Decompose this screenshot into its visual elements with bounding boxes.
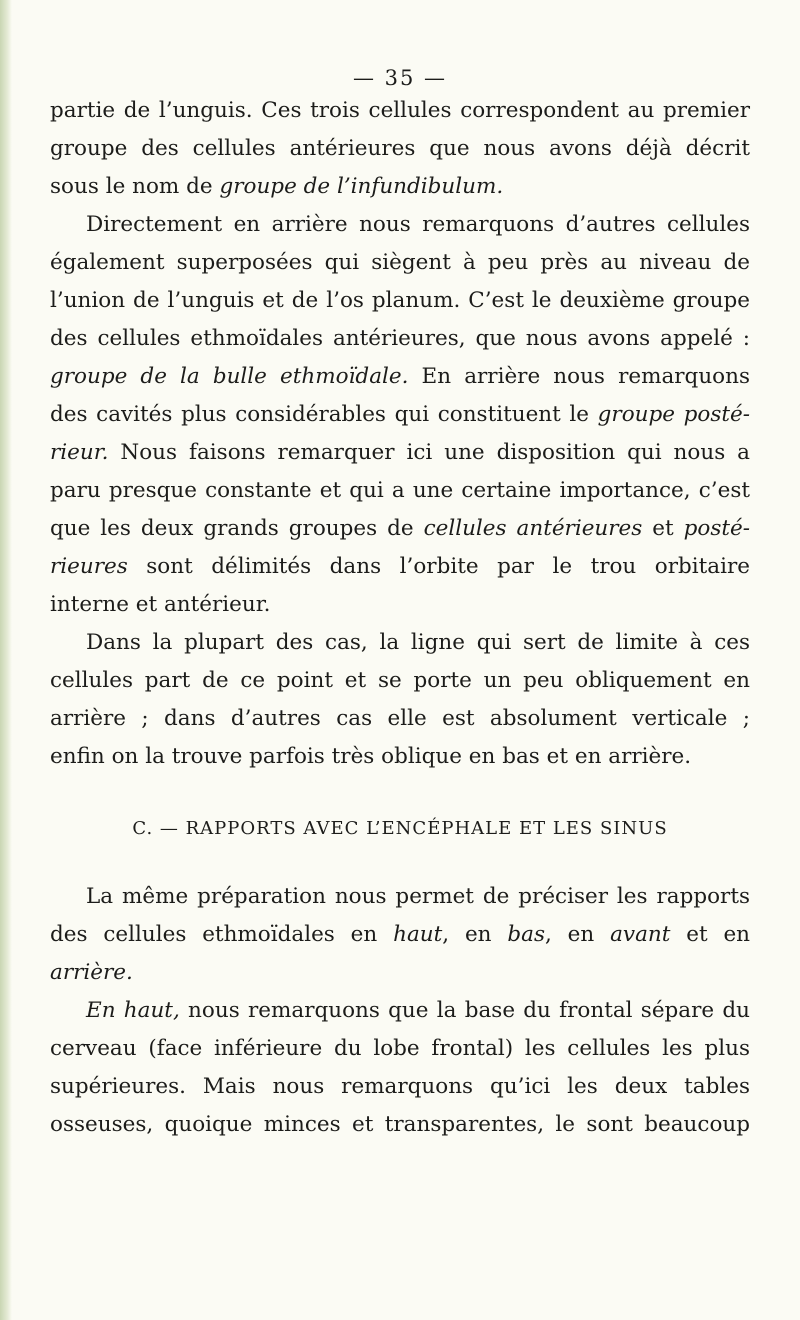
text-line: rieures sont délimités dans l’orbite par le trou orbitaire [50,554,750,579]
paragraph-3 [50,624,750,776]
text-line: l’union de l’unguis et de l’os planum. C’est le deuxième groupe [50,288,750,313]
paragraph-1 [50,92,750,206]
italic-term: arrière. [50,960,133,985]
italic-term: groupe de l’infundibulum. [219,174,504,199]
book-page [50,0,750,1320]
text-line: des cellules ethmoïdales antérieures, que nous avons appelé : [50,326,750,351]
text-line: La même préparation nous permet de préciser les rapports [86,884,750,909]
text-line: des cellules ethmoïdales en haut, en bas, en avant et en [50,922,751,947]
text-line: également superposées qui siègent à peu près au niveau de [50,250,750,275]
text-line: groupe des cellules antérieures que nous avons déjà décrit [50,136,750,161]
italic-term: cellules antérieures [423,516,643,541]
italic-term: rieures [50,554,128,579]
text-line: interne et antérieur. [50,592,271,617]
italic-term: groupe posté- [597,402,750,427]
text-line: sous le nom de groupe de l’infundibulum. [50,174,504,199]
paragraph-2 [50,206,750,624]
body-text [50,92,750,1144]
text-line: cellules part de ce point et se porte un peu obliquement en [50,668,750,693]
italic-term: groupe de la bulle ethmoïdale. [50,364,409,389]
text-line: partie de l’unguis. Ces trois cellules correspondent au premier [50,98,750,123]
italic-term: haut [393,922,443,947]
text-line: que les deux grands groupes de cellules antérieures et posté- [50,516,750,541]
text-line: osseuses, quoique minces et transparentes, le sont beaucoup [50,1112,750,1137]
text-line: groupe de la bulle ethmoïdale. En arrière nous remarquons [50,364,750,389]
italic-term: posté- [683,516,750,541]
section-heading: C. — RAPPORTS AVEC L’ENCÉPHALE ET LES SINUS [132,818,668,839]
page-edge-shadow [0,0,12,1320]
page-number: — 35 — [352,66,448,90]
text-line: En haut, nous remarquons que la base du frontal sépare du [86,998,750,1023]
text-line: des cavités plus considérables qui constituent le groupe posté- [50,402,750,427]
paragraph-4 [50,878,750,992]
paragraph-5 [50,992,750,1144]
text-line: supérieures. Mais nous remarquons qu’ici les deux tables [50,1074,750,1099]
italic-term: bas [507,922,545,947]
italic-term: avant [610,922,671,947]
text-line: paru presque constante et qui a une certaine importance, c’est [50,478,750,503]
text-line: enfin on la trouve parfois très oblique en bas et en arrière. [50,744,692,769]
text-line: arrière ; dans d’autres cas elle est absolument verticale ; [50,706,750,731]
text-line: Directement en arrière nous remarquons d’autres cellules [86,212,750,237]
text-line: cerveau (face inférieure du lobe frontal) les cellules les plus [50,1036,750,1061]
text-line [50,954,750,992]
text-line: rieur. Nous faisons remarquer ici une disposition qui nous a [50,440,750,465]
text-line: Dans la plupart des cas, la ligne qui sert de limite à ces [86,630,750,655]
italic-term: rieur. [50,440,109,465]
italic-term: En haut, [86,998,180,1023]
